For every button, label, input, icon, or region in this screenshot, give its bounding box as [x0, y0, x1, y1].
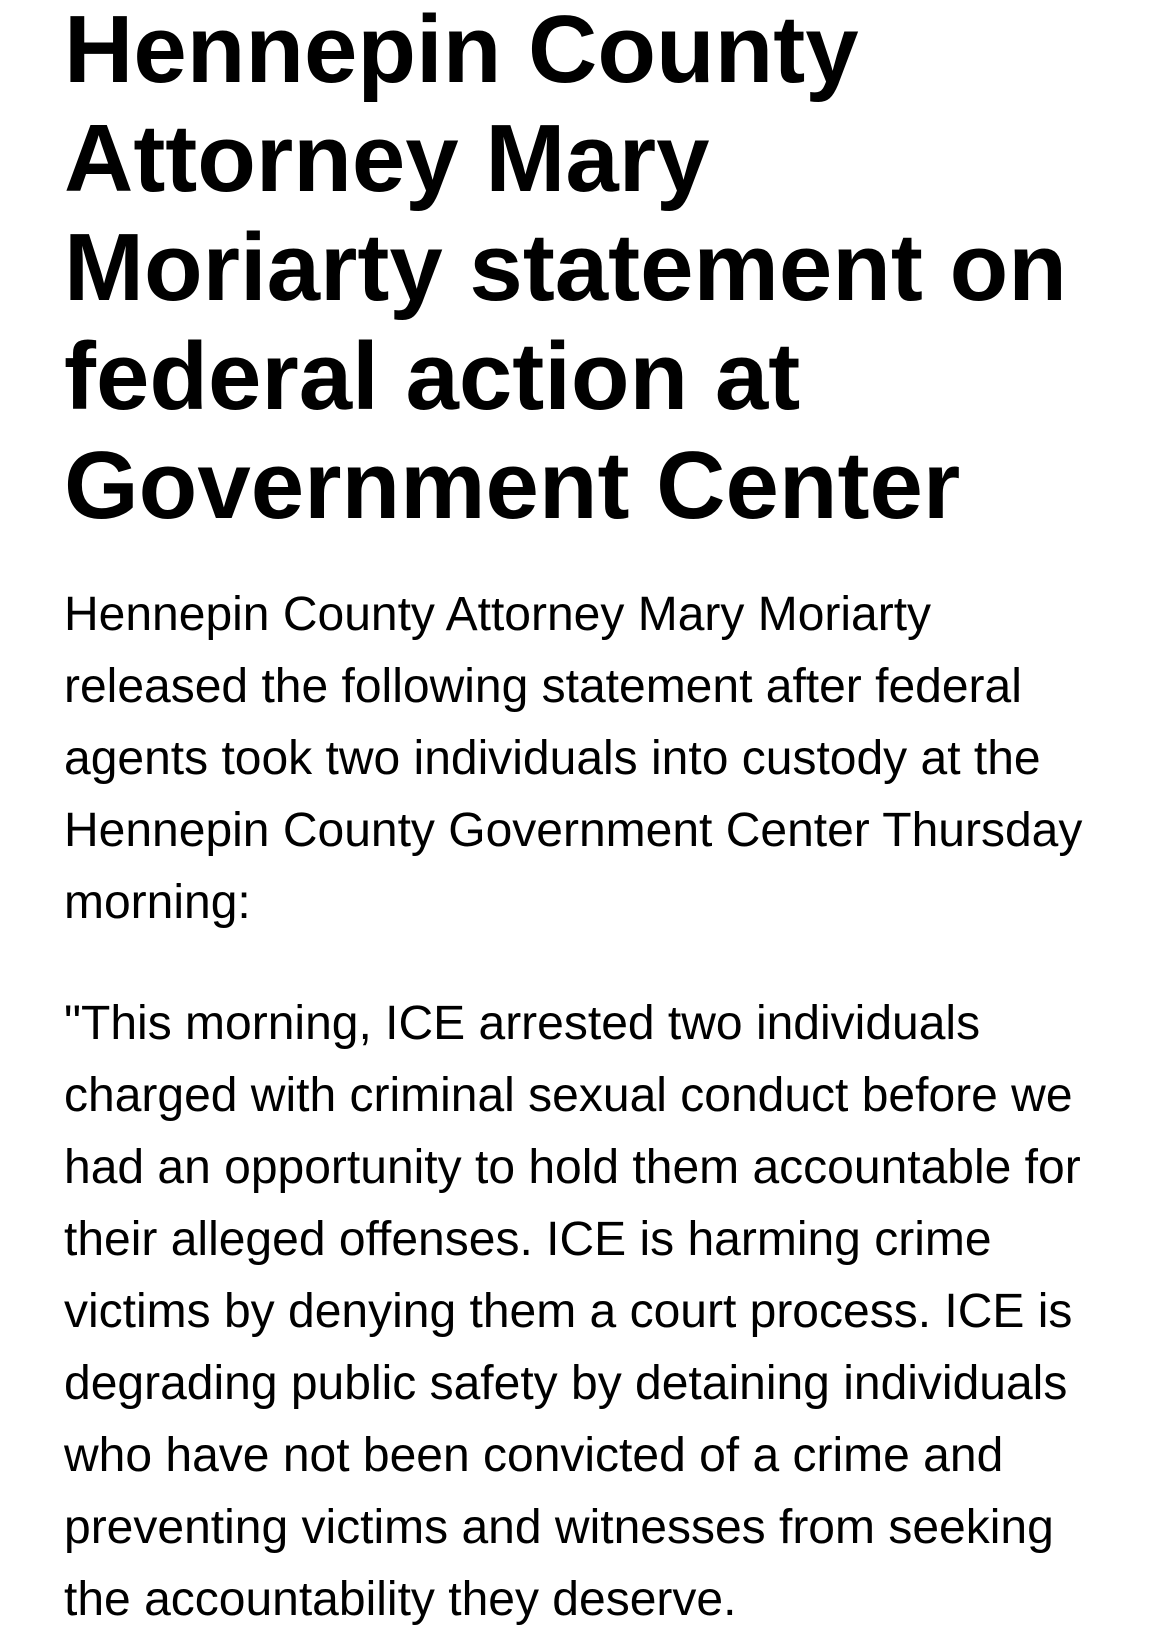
statement-intro-paragraph: Hennepin County Attorney Mary Moriarty released the following statement after federal agents took two individuals into custody at the Hennepin County Government Center Thursday morning: [64, 588, 1083, 929]
page-title: Hennepin County Attorney Mary Moriarty statement on federal action at Government Center [64, 0, 1067, 539]
statement-quote-paragraph: "This morning, ICE arrested two individuals charged with criminal sexual conduct before we had an opportunity to hold them accountable for their alleged offenses. ICE is harming crime victims by denying them a court process. ICE is degrading public safety by detaining individuals who have not been convicted of a crime and preventing victims and witnesses from seeking the accountability they deserve. [64, 997, 1081, 1626]
